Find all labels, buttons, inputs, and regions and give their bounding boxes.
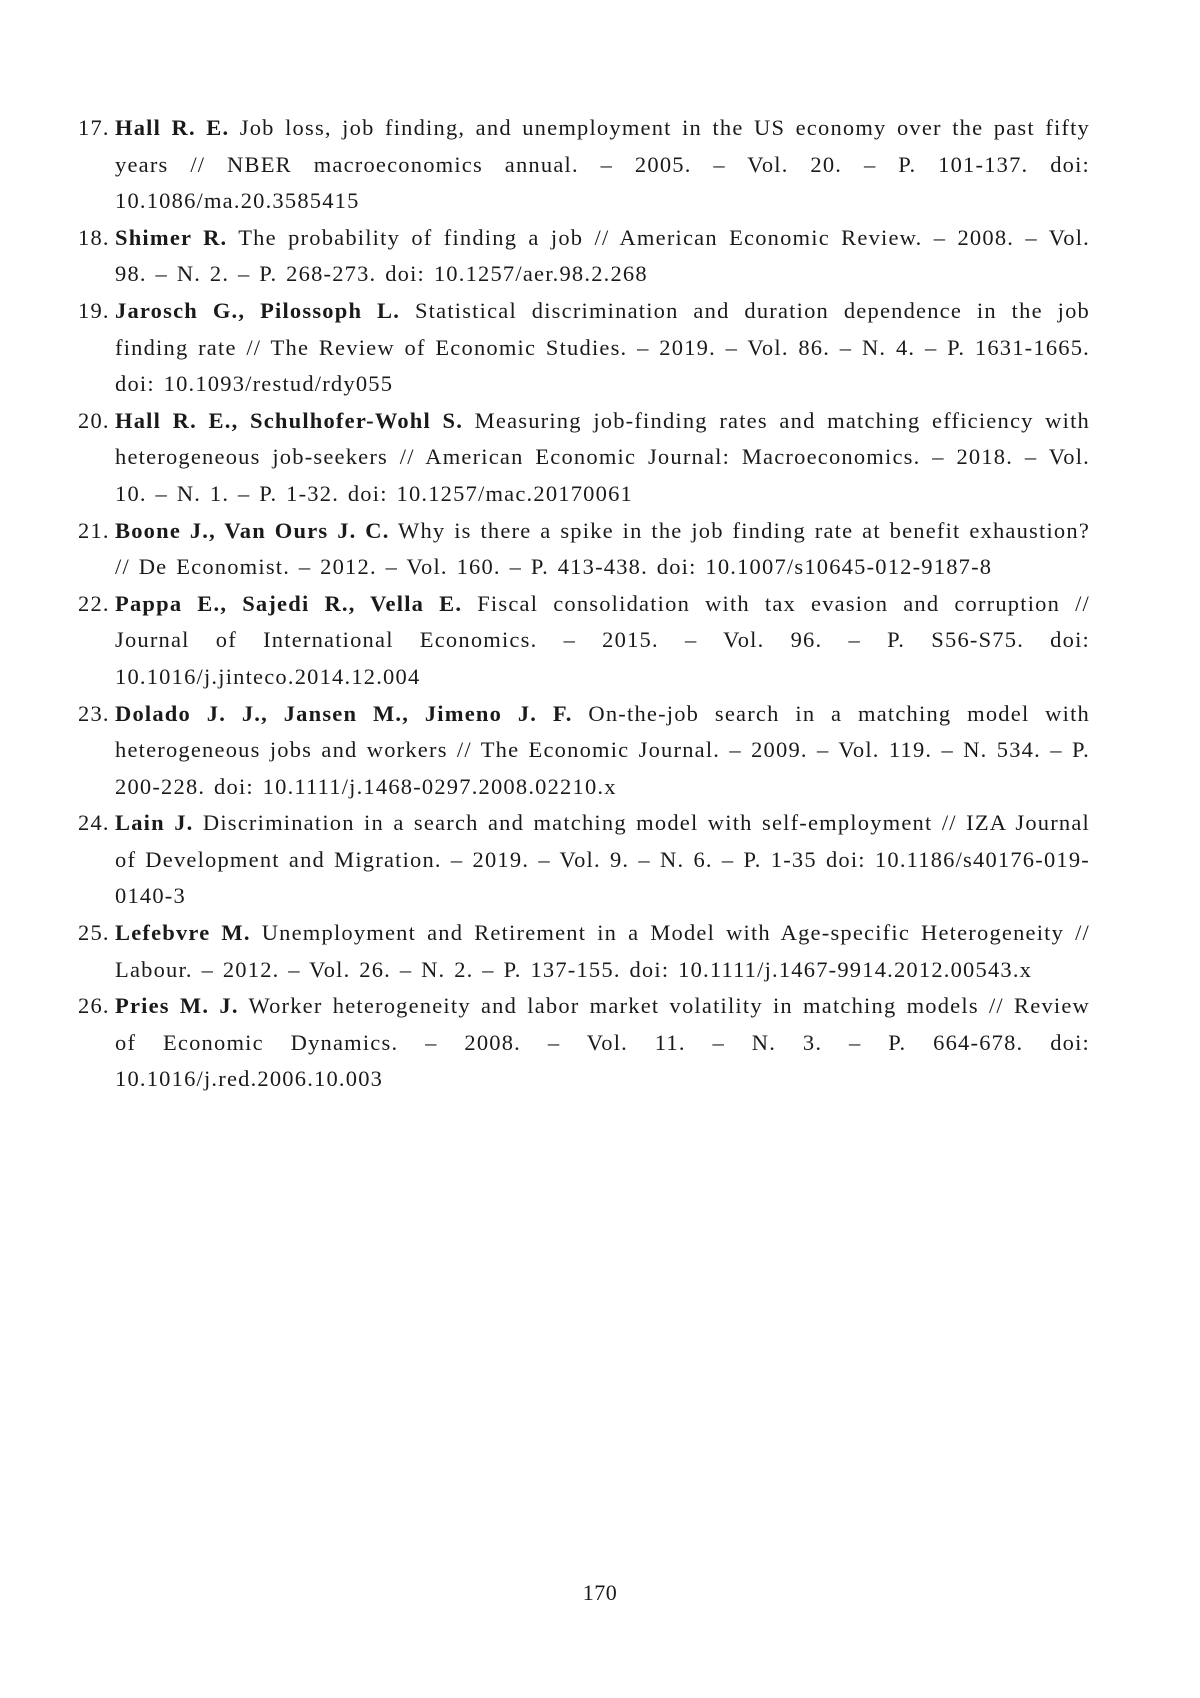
reference-details: Statistical discrimination and duration dependence in the job finding rate // The Review of Economic Studies. – 2019. – Vol. 86. – N. 4. – P. 1631-1665. doi: 10.1093/restud/rdy055 [115,297,1090,397]
reference-text [115,513,1090,586]
reference-text [115,220,1090,293]
reference-number: 25. [78,920,110,946]
reference-list [78,110,1090,1098]
reference-text [115,586,1090,696]
page-number: 170 [582,1580,618,1605]
reference-details: Fiscal consolidation with tax evasion and corruption // Journal of International Economics. – 2015. – Vol. 96. – P. S56-S75. doi: 10.1016/j.jinteco.2014.12.004 [115,590,1090,689]
reference-authors: Pries M. J. [115,993,239,1019]
reference-item [78,403,1090,513]
reference-item [78,513,1090,586]
reference-authors: Boone J., Van Ours J. C. [115,517,390,543]
reference-details: Discrimination in a search and matching model with self-employment // IZA Journal of Development and Migration. – 2019. – Vol. 9. – N. 6. – P. 1-35 doi: 10.1186/s40176-019-0140-3 [115,810,1090,909]
reference-number: 18. [78,224,110,250]
reference-details: Worker heterogeneity and labor market volatility in matching models // Review of Economic Dynamics. – 2008. – Vol. 11. – N. 3. – P. 664-678. doi: 10.1016/j.red.2006.10.003 [115,993,1090,1092]
reference-details: Measuring job-finding rates and matching efficiency with heterogeneous job-seekers // American Economic Journal: Macroeconomics. – 2018. – Vol. 10. – N. 1. – P. 1-32. doi: 10.1257/mac.20170061 [115,407,1090,506]
reference-authors: Hall R. E. [115,115,230,140]
reference-number: 22. [78,590,110,616]
reference-text [115,805,1090,915]
reference-number: 24. [78,810,110,836]
reference-authors: Pappa E., Sajedi R., Vella E. [115,590,463,616]
reference-item [78,805,1090,915]
reference-details: On-the-job search in a matching model with heterogeneous jobs and workers // The Economic Journal. – 2009. – Vol. 119. – N. 534. – P. 200-228. doi: 10.1111/j.1468-0297.2008.02210.x [115,700,1090,799]
reference-details: Why is there a spike in the job finding rate at benefit exhaustion? // De Economist. – 2012. – Vol. 160. – P. 413-438. doi: 10.1007/s10645-012-9187-8 [115,517,1091,580]
reference-details: Unemployment and Retirement in a Model with Age-specific Heterogeneity // Labour. – 2012. – Vol. 26. – N. 2. – P. 137-155. doi: 10.1111/j.1467-9914.2012.00543.x [115,920,1090,982]
reference-text [115,915,1090,988]
reference-authors: Lefebvre M. [115,920,251,946]
reference-number: 17. [78,115,110,140]
reference-item [78,220,1090,293]
reference-number: 26. [78,993,110,1019]
reference-text [115,403,1090,513]
reference-authors: Hall R. E., Schulhofer-Wohl S. [115,407,464,433]
reference-text [115,293,1090,403]
reference-item [78,110,1090,220]
reference-item [78,293,1090,403]
reference-details: Job loss, job finding, and unemployment in the US economy over the past fifty years // NBER macroeconomics annual. – 2005. – Vol. 20. – P. 101-137. doi: 10.1086/ma.20.3585415 [115,115,1090,214]
reference-number: 19. [78,297,110,323]
reference-number: 23. [78,700,110,726]
reference-authors: Lain J. [115,810,194,836]
reference-item [78,696,1090,806]
reference-item [78,988,1090,1098]
reference-details: The probability of finding a job // American Economic Review. – 2008. – Vol. 98. – N. 2. – P. 268-273. doi: 10.1257/aer.98.2.268 [115,224,1090,287]
reference-text [115,696,1090,806]
reference-text [115,110,1090,220]
reference-item [78,915,1090,988]
reference-authors: Shimer R. [115,224,228,250]
reference-text [115,988,1090,1098]
reference-item [78,586,1090,696]
reference-authors: Dolado J. J., Jansen M., Jimeno J. F. [115,700,573,726]
reference-authors: Jarosch G., Pilossoph L. [115,297,401,323]
reference-number: 20. [78,407,110,433]
reference-number: 21. [78,517,110,543]
